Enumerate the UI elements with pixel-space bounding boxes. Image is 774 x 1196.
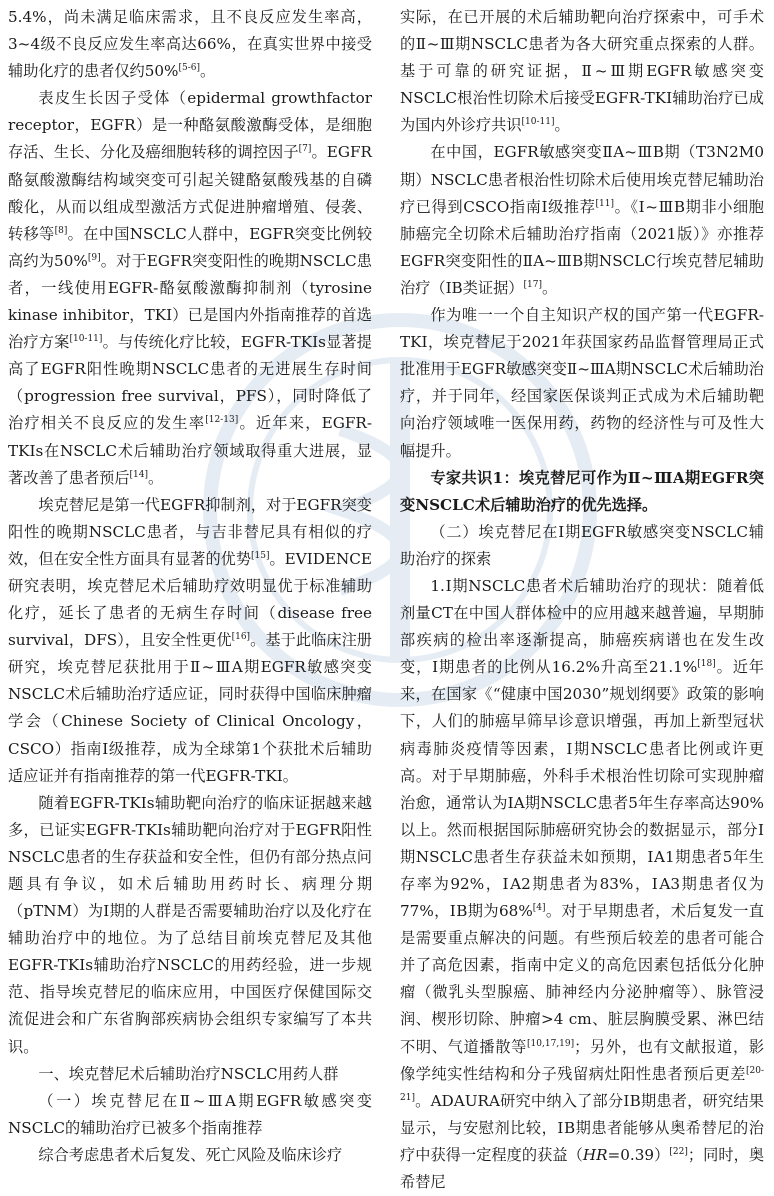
subsection-heading: （二）埃克替尼在Ⅰ期EGFR敏感突变NSCLC辅助治疗的探索 [400,522,764,568]
paragraph: 1.Ⅰ期NSCLC患者术后辅助治疗的现状：随着低剂量CT在中国人群体检中的应用越来越普遍，早期肺部疾病的检出率逐渐提高，肺癌疾病谱也在发生改变，Ⅰ期患者的比例从16.2%升高至21.1%[18]。近年来，在国家《“健康中国2030”规划纲要》政策的影响下，人们的肺癌早筛早诊意识增强，再加上新型冠状病毒肺炎疫情等因素，Ⅰ期NSCLC患者比例或许更高。对于早期肺癌，外科手术根治性切除可实现肿瘤治愈，通常认为ⅠA期NSCLC患者5年生存率高达90%以上。然而根据国际肺癌研究协会的数据显示，部分Ⅰ期NSCLC患者生存获益未如预期，ⅠA1期患者5年生存率为92%，ⅠA2期患者为83%，ⅠA3期患者仅为77%，ⅠB期为68%[4]。对于早期患者，术后复发一直是需要重点解决的问题。有些预后较差的患者可能合并了高危因素，指南中定义的高危因素包括低分化肿瘤（微乳头型腺癌、肺神经内分泌肿瘤等）、脉管浸润、楔形切除、肿瘤>4 cm、脏层胸膜受累、淋巴结不明、气道播散等[10,17,19]；另外，也有文献报道，影像学纯实性结构和分子残留病灶阳性患者预后更差[20-21]。ADAURA研究中纳入了部分ⅠB期患者，研究结果显示，与安慰剂比较，ⅠB期患者能够从奥希替尼的治疗中获得一定程度的获益（HR=0.39）[22]；同时，奥希替尼 [400,576,765,1192]
paragraph: 埃克替尼是第一代EGFR抑制剂，对于EGFR突变阳性的晚期NSCLC患者，与吉非替尼具有相似的疗效，但在安全性方面具有显著的优势[15]。EVIDENCE研究表明，埃克替尼术后辅助疗效明显优于标准辅助化疗，延长了患者的无病生存时间（disease free survival，DFS），且安全性更优[16]。基于此临床注册研究，埃克替尼获批用于Ⅱ~ⅢA期EGFR敏感突变NSCLC术后辅助治疗适应证，同时获得中国临床肿瘤学会（Chinese Society of Clinical Oncology，CSCO）指南Ⅰ级推荐，成为全球第1个获批术后辅助适应证并有指南推荐的第一代EGFR-TKI。 [8,495,372,785]
paragraph: 随着EGFR-TKIs辅助靶向治疗的临床证据越来越多，已证实EGFR-TKIs辅助靶向治疗对于EGFR阳性NSCLC患者的生存获益和安全性，但仍有部分热点问题具有争议，如术后辅助用药时长、病理分期（pTNM）为Ⅰ期的人群是否需要辅助治疗以及化疗在辅助治疗中的地位。为了总结目前埃克替尼及其他EGFR-TKIs辅助治疗NSCLC的用药经验，进一步规范、指导埃克替尼的临床应用，中国医疗保健国际交流促进会和广东省胸部疾病协会组织专家编写了本共识。 [8,793,372,1056]
expert-consensus-1: 专家共识1：埃克替尼可作为Ⅱ~ⅢA期EGFR突变NSCLC术后辅助治疗的优先选择。 [400,468,764,514]
right-column [400,4,764,1196]
paragraph: 作为唯一一个自主知识产权的国产第一代EGFR-TKI，埃克替尼于2021年获国家药品监督管理局正式批准用于EGFR敏感突变Ⅱ~ⅢA期NSCLC术后辅助治疗，并于同年，经国家医保谈判正式成为术后辅助靶向治疗领域唯一医保用药，药物的经济性与可及性大幅提升。 [400,306,764,460]
paragraph: 综合考虑患者术后复发、死亡风险及临床诊疗 [38,1145,343,1164]
paragraph: 在中国，EGFR敏感突变ⅡA~ⅢB期（T3N2M0期）NSCLC患者根治性切除术后使用埃克替尼辅助治疗已得到CSCO指南Ⅰ级推荐[11]。《Ⅰ~ⅢB期非小细胞肺癌完全切除术后辅助治疗指南（2021版）》亦推荐EGFR突变阳性的ⅡA~ⅢB期NSCLC行埃克替尼辅助治疗（ⅠB类证据）[17]。 [400,143,764,297]
section-heading: 一、埃克替尼术后辅助治疗NSCLC用药人群 [38,1064,339,1083]
paragraph: 5.4%，尚未满足临床需求，且不良反应发生率高，3~4级不良反应发生率高达66%，在真实世界中接受辅助化疗的患者仅约50%[5-6]。 [8,8,372,81]
subsection-heading: （一）埃克替尼在Ⅱ~ⅢA期EGFR敏感突变NSCLC的辅助治疗已被多个指南推荐 [8,1091,372,1137]
paragraph: 实际，在已开展的术后辅助靶向治疗探索中，可手术的Ⅱ~Ⅲ期NSCLC患者为各大研究重点探索的人群。基于可靠的研究证据，Ⅱ~Ⅲ期EGFR敏感突变NSCLC根治性切除术后接受EGFR-TKI辅助治疗已成为国内外诊疗共识[10-11]。 [400,8,764,135]
paragraph: 表皮生长因子受体（epidermal growthfactor receptor，EGFR）是一种酪氨酸激酶受体，是细胞存活、生长、分化及癌细胞转移的调控因子[7]。EGFR酪氨酸激酶结构域突变可引起关键酪氨酸残基的自磷酸化，从而以组成型激活方式促进肿瘤增殖、侵袭、转移等[8]。在中国NSCLC人群中，EGFR突变比例较高约为50%[9]。对于EGFR突变阳性的晚期NSCLC患者，一线使用EGFR-酪氨酸激酶抑制剂（tyrosine kinase inhibitor，TKI）已是国内外指南推荐的首选治疗方案[10-11]。与传统化疗比较，EGFR-TKIs显著提高了EGFR阳性晚期NSCLC患者的无进展生存时间（progression free survival，PFS），同时降低了治疗相关不良反应的发生率[12-13]。近年来，EGFR-TKIs在NSCLC术后辅助治疗领域取得重大进展，显著改善了患者预后[14]。 [8,89,373,487]
left-column [8,4,372,1169]
